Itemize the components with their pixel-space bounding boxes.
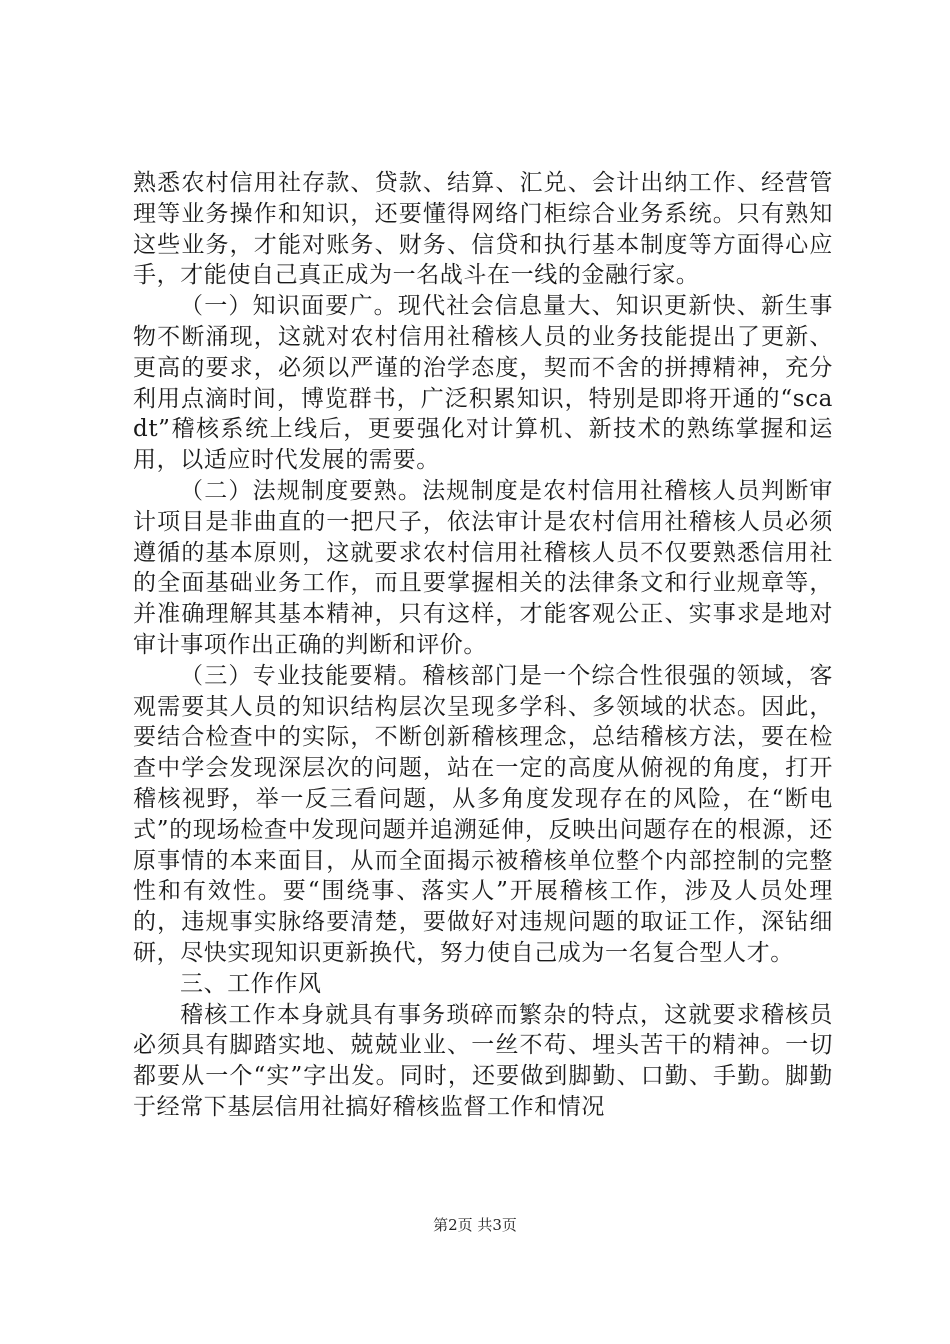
page-number-footer: 第2页 共3页	[433, 1216, 517, 1234]
section-heading-work-style: 三、工作作风	[180, 970, 322, 997]
document-body	[133, 168, 833, 1123]
paragraph-regulations: （二）法规制度要熟。法规制度是农村信用社稽核人员判断审计项目是非曲直的一把尺子，依法审计是农村信用社稽核人员必须遵循的基本原则，这就要求农村信用社稽核人员不仅要熟悉信用社的全面基础业务工作，而且要掌握相关的法律条文和行业规章等，并准确理解其基本精神，只有这样，才能客观公正、实事求是地对审计事项作出正确的判断和评价。	[133, 477, 833, 658]
paragraph-work-style: 稽核工作本身就具有事务琐碎而繁杂的特点，这就要求稽核员必须具有脚踏实地、兢兢业业、一丝不苟、埋头苦干的精神。一切都要从一个“实”字出发。同时，还要做到脚勤、口勤、手勤。脚勤于经常下基层信用社搞好稽核监督工作和情况	[133, 1001, 833, 1120]
paragraph-professional-skills: （三）专业技能要精。稽核部门是一个综合性很强的领域，客观需要其人员的知识结构层次呈现多学科、多领域的状态。因此，要结合检查中的实际，不断创新稽核理念，总结稽核方法，要在检查中学会发现深层次的问题，站在一定的高度从俯视的角度，打开稽核视野，举一反三看问题，从多角度发现存在的风险，在“断电式”的现场检查中发现问题并追溯延伸，反映出问题存在的根源，还原事情的本来面目，从而全面揭示被稽核单位整个内部控制的完整性和有效性。要“围绕事、落实人”开展稽核工作，涉及人员处理的，违规事实脉络要清楚，要做好对违规问题的取证工作，深钻细研，尽快实现知识更新换代，努力使自己成为一名复合型人才。	[133, 662, 833, 966]
paragraph-knowledge-breadth: （一）知识面要广。现代社会信息量大、知识更新快、新生事物不断涌现，这就对农村信用社稽核人员的业务技能提出了更新、更高的要求，必须以严谨的治学态度，契而不舍的拼搏精神，充分利用点滴时间，博览群书，广泛积累知识，特别是即将开通的“scadt”稽核系统上线后，更要强化对计算机、新技术的熟练掌握和运用，以适应时代发展的需要。	[133, 293, 833, 474]
paragraph-continuation: 熟悉农村信用社存款、贷款、结算、汇兑、会计出纳工作、经营管理等业务操作和知识，还要懂得网络门柜综合业务系统。只有熟知这些业务，才能对账务、财务、信贷和执行基本制度等方面得心应手，才能使自己真正成为一名战斗在一线的金融行家。	[133, 170, 833, 289]
